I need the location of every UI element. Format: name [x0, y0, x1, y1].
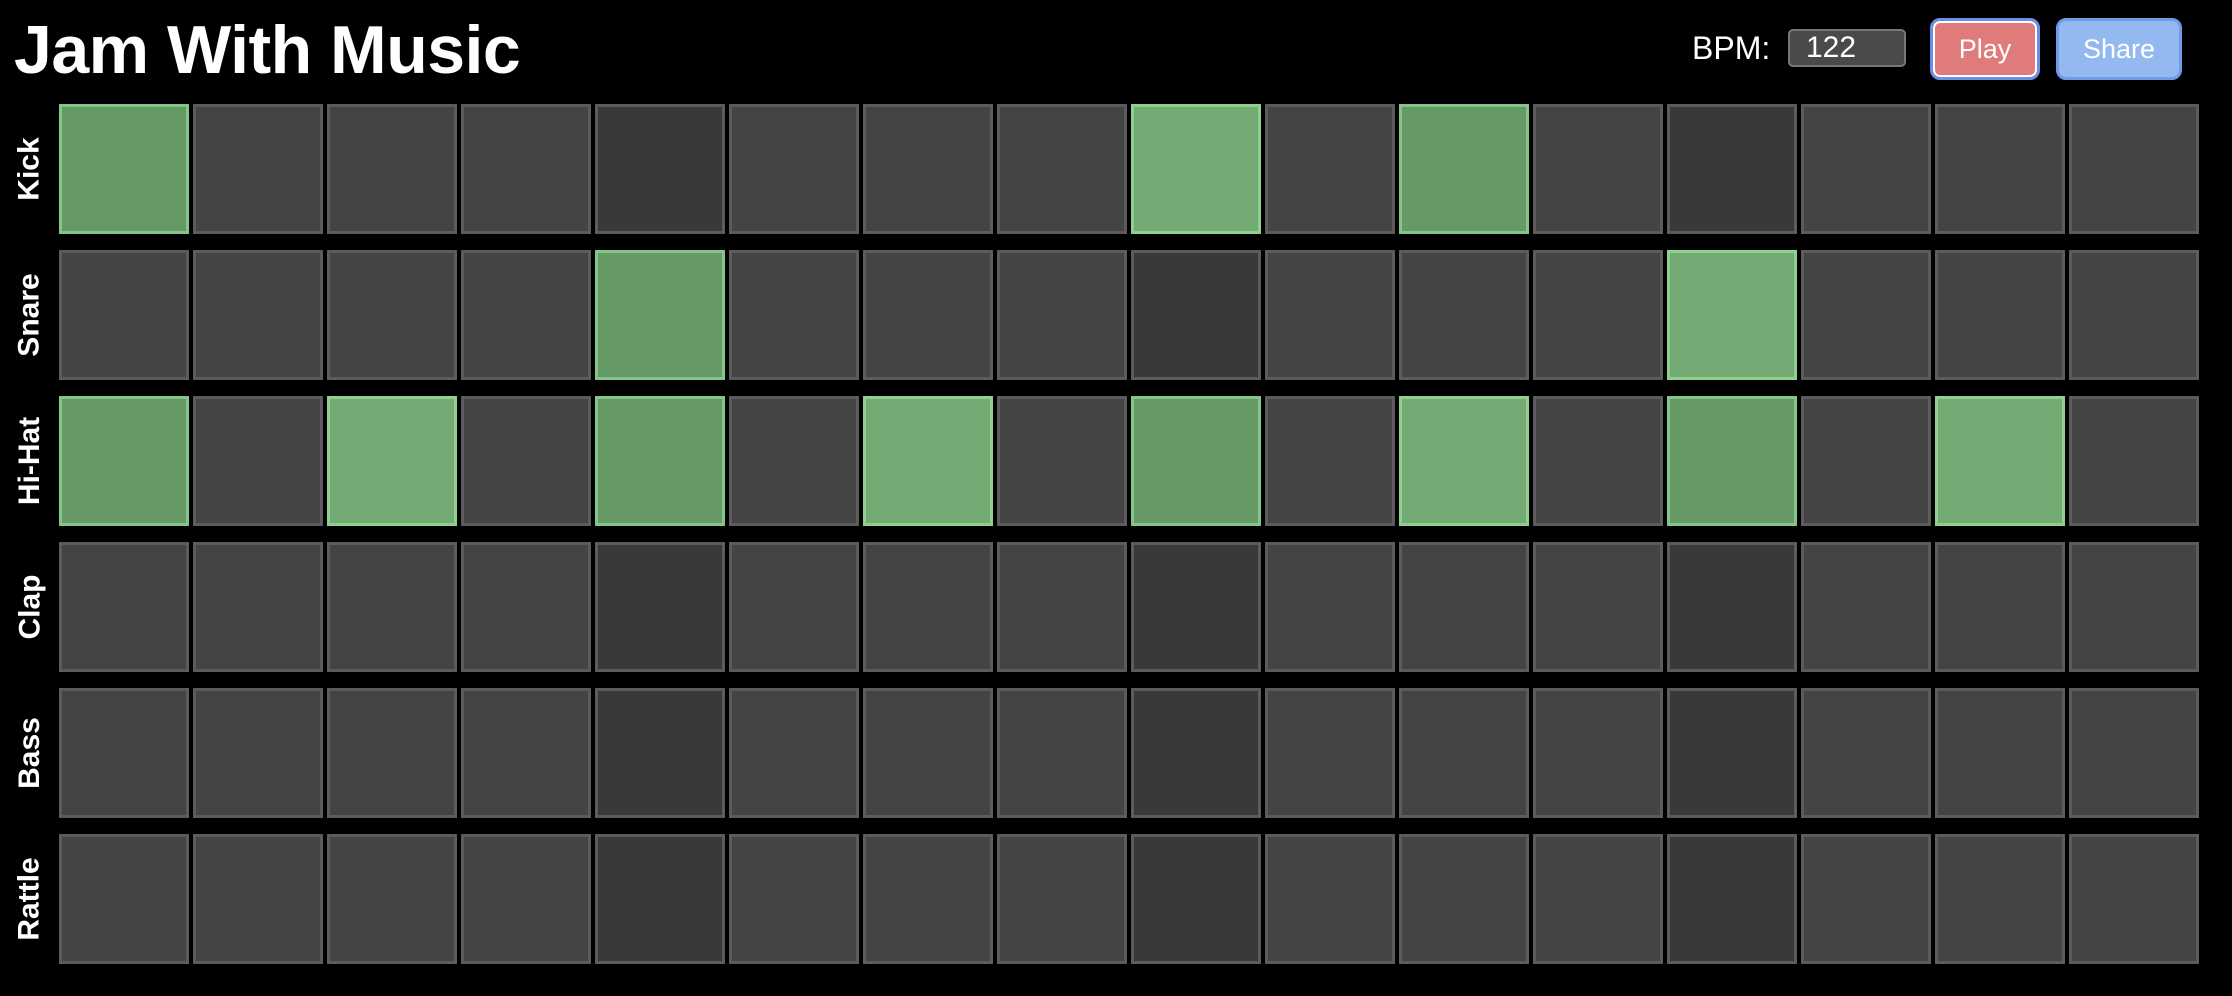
step-cell-hi-hat-8[interactable] — [997, 396, 1127, 526]
track-name: Snare — [13, 273, 47, 357]
step-cell-snare-13[interactable] — [1667, 250, 1797, 380]
step-cell-clap-10[interactable] — [1265, 542, 1395, 672]
bpm-input[interactable] — [1788, 29, 1906, 67]
step-cell-snare-15[interactable] — [1935, 250, 2065, 380]
step-cell-hi-hat-7[interactable] — [863, 396, 993, 526]
step-cell-snare-14[interactable] — [1801, 250, 1931, 380]
step-cell-kick-6[interactable] — [729, 104, 859, 234]
step-cell-bass-12[interactable] — [1533, 688, 1663, 818]
track-name: Bass — [13, 717, 46, 789]
step-cell-rattle-4[interactable] — [461, 834, 591, 964]
step-cell-rattle-1[interactable] — [59, 834, 189, 964]
step-cell-clap-14[interactable] — [1801, 542, 1931, 672]
step-cell-bass-7[interactable] — [863, 688, 993, 818]
step-cell-snare-6[interactable] — [729, 250, 859, 380]
step-cell-kick-14[interactable] — [1801, 104, 1931, 234]
step-cell-bass-9[interactable] — [1131, 688, 1261, 818]
track-label-clap — [2, 542, 58, 672]
track-label-snare — [2, 250, 58, 380]
bpm-label: BPM: — [1692, 30, 1771, 66]
step-cell-bass-4[interactable] — [461, 688, 591, 818]
step-cell-hi-hat-15[interactable] — [1935, 396, 2065, 526]
step-cell-bass-5[interactable] — [595, 688, 725, 818]
step-cell-clap-12[interactable] — [1533, 542, 1663, 672]
step-cell-kick-5[interactable] — [595, 104, 725, 234]
step-cell-hi-hat-5[interactable] — [595, 396, 725, 526]
step-cell-bass-13[interactable] — [1667, 688, 1797, 818]
track-label-rattle — [2, 834, 58, 964]
step-cell-snare-3[interactable] — [327, 250, 457, 380]
step-cell-clap-3[interactable] — [327, 542, 457, 672]
step-cell-snare-10[interactable] — [1265, 250, 1395, 380]
step-cell-rattle-9[interactable] — [1131, 834, 1261, 964]
track-label-kick — [2, 104, 58, 234]
step-cell-rattle-6[interactable] — [729, 834, 859, 964]
track-label-hi-hat — [2, 396, 58, 526]
track-name: Hi-Hat — [13, 416, 46, 506]
step-cell-hi-hat-6[interactable] — [729, 396, 859, 526]
step-cell-kick-1[interactable] — [59, 104, 189, 234]
step-cell-snare-8[interactable] — [997, 250, 1127, 380]
step-cell-kick-15[interactable] — [1935, 104, 2065, 234]
step-cell-bass-3[interactable] — [327, 688, 457, 818]
step-cell-snare-4[interactable] — [461, 250, 591, 380]
step-cell-rattle-5[interactable] — [595, 834, 725, 964]
step-cell-clap-1[interactable] — [59, 542, 189, 672]
step-cell-clap-15[interactable] — [1935, 542, 2065, 672]
step-cell-rattle-15[interactable] — [1935, 834, 2065, 964]
step-cell-snare-11[interactable] — [1399, 250, 1529, 380]
step-cell-rattle-2[interactable] — [193, 834, 323, 964]
step-cell-clap-9[interactable] — [1131, 542, 1261, 672]
step-cell-bass-6[interactable] — [729, 688, 859, 818]
step-cell-hi-hat-12[interactable] — [1533, 396, 1663, 526]
step-cell-rattle-3[interactable] — [327, 834, 457, 964]
step-cell-clap-11[interactable] — [1399, 542, 1529, 672]
step-cell-hi-hat-2[interactable] — [193, 396, 323, 526]
step-cell-hi-hat-16[interactable] — [2069, 396, 2199, 526]
track-label-bass — [2, 688, 58, 818]
page-title: Jam With Music — [14, 12, 521, 88]
step-cell-bass-8[interactable] — [997, 688, 1127, 818]
step-cell-clap-16[interactable] — [2069, 542, 2199, 672]
track-name: Kick — [13, 137, 46, 201]
step-cell-snare-7[interactable] — [863, 250, 993, 380]
step-cell-kick-11[interactable] — [1399, 104, 1529, 234]
step-cell-clap-4[interactable] — [461, 542, 591, 672]
step-cell-clap-5[interactable] — [595, 542, 725, 672]
step-cell-snare-5[interactable] — [595, 250, 725, 380]
share-button[interactable]: Share — [2056, 18, 2182, 80]
step-cell-clap-7[interactable] — [863, 542, 993, 672]
step-cell-snare-1[interactable] — [59, 250, 189, 380]
step-cell-bass-16[interactable] — [2069, 688, 2199, 818]
step-cell-rattle-12[interactable] — [1533, 834, 1663, 964]
step-cell-kick-2[interactable] — [193, 104, 323, 234]
step-cell-rattle-14[interactable] — [1801, 834, 1931, 964]
step-cell-kick-3[interactable] — [327, 104, 457, 234]
step-cell-rattle-8[interactable] — [997, 834, 1127, 964]
step-cell-kick-10[interactable] — [1265, 104, 1395, 234]
step-cell-clap-8[interactable] — [997, 542, 1127, 672]
step-cell-kick-7[interactable] — [863, 104, 993, 234]
step-cell-rattle-16[interactable] — [2069, 834, 2199, 964]
step-cell-hi-hat-9[interactable] — [1131, 396, 1261, 526]
step-cell-hi-hat-11[interactable] — [1399, 396, 1529, 526]
step-cell-clap-6[interactable] — [729, 542, 859, 672]
step-cell-hi-hat-3[interactable] — [327, 396, 457, 526]
step-cell-snare-2[interactable] — [193, 250, 323, 380]
step-cell-clap-2[interactable] — [193, 542, 323, 672]
step-cell-bass-1[interactable] — [59, 688, 189, 818]
step-cell-hi-hat-14[interactable] — [1801, 396, 1931, 526]
step-cell-rattle-11[interactable] — [1399, 834, 1529, 964]
step-cell-kick-9[interactable] — [1131, 104, 1261, 234]
step-cell-bass-11[interactable] — [1399, 688, 1529, 818]
step-cell-hi-hat-10[interactable] — [1265, 396, 1395, 526]
step-cell-rattle-10[interactable] — [1265, 834, 1395, 964]
step-cell-snare-9[interactable] — [1131, 250, 1261, 380]
step-cell-hi-hat-1[interactable] — [59, 396, 189, 526]
step-cell-bass-15[interactable] — [1935, 688, 2065, 818]
step-cell-snare-12[interactable] — [1533, 250, 1663, 380]
step-cell-kick-12[interactable] — [1533, 104, 1663, 234]
step-cell-hi-hat-13[interactable] — [1667, 396, 1797, 526]
step-cell-rattle-7[interactable] — [863, 834, 993, 964]
step-cell-hi-hat-4[interactable] — [461, 396, 591, 526]
step-cell-kick-8[interactable] — [997, 104, 1127, 234]
step-cell-bass-2[interactable] — [193, 688, 323, 818]
step-cell-snare-16[interactable] — [2069, 250, 2199, 380]
track-name: Rattle — [13, 857, 47, 941]
step-cell-rattle-13[interactable] — [1667, 834, 1797, 964]
step-cell-bass-14[interactable] — [1801, 688, 1931, 818]
step-cell-clap-13[interactable] — [1667, 542, 1797, 672]
step-cell-kick-16[interactable] — [2069, 104, 2199, 234]
track-name: Clap — [13, 574, 47, 640]
step-cell-kick-4[interactable] — [461, 104, 591, 234]
step-cell-bass-10[interactable] — [1265, 688, 1395, 818]
play-button[interactable]: Play — [1930, 18, 2040, 80]
step-cell-kick-13[interactable] — [1667, 104, 1797, 234]
